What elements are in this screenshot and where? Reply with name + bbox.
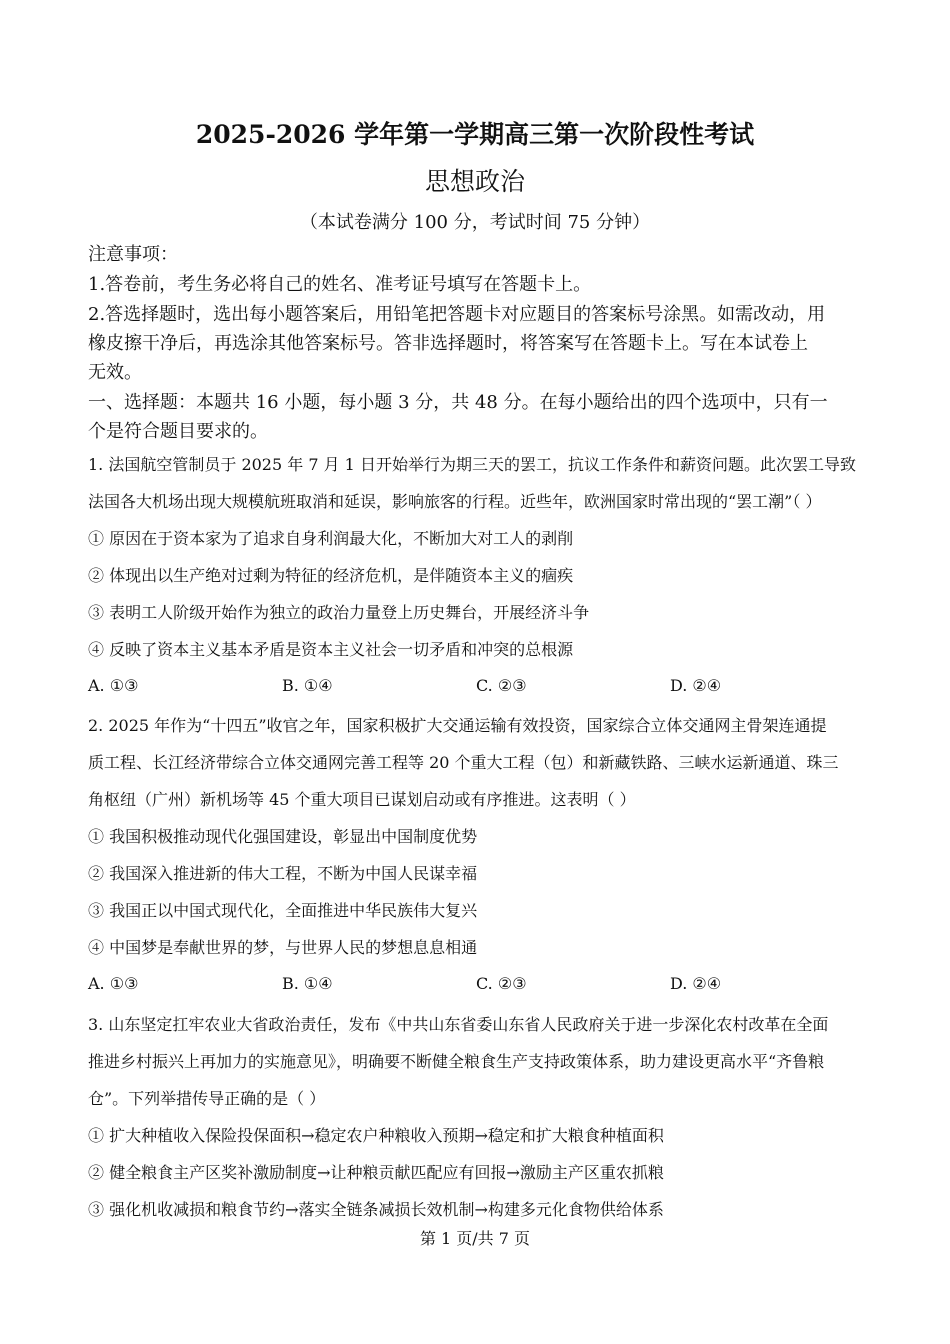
question-2-answer-a: A. ①③ [88,974,139,993]
section-heading-line-1: 一、选择题：本题共 16 小题，每小题 3 分，共 48 分。在每小题给出的四个选项中，只有一 [88,392,828,413]
section-heading-line-2: 个是符合题目要求的。 [88,421,268,442]
question-1-answer-d: D. ②④ [670,676,722,695]
question-3-line-2: 推进乡村振兴上再加力的实施意见》，明确要不断健全粮食生产支持政策体系，助力建设更高水平“齐鲁粮 [88,1052,825,1071]
question-1-answer-a: A. ①③ [88,676,139,695]
question-1-option-1: ① 原因在于资本家为了追求自身利润最大化，不断加大对工人的剥削 [88,529,574,548]
question-2-line-3: 角枢纽（广州）新机场等 45 个重大项目已谋划启动或有序推进。这表明（ ） [88,790,636,809]
question-2-line-2: 质工程、长江经济带综合立体交通网完善工程等 20 个重大工程（包）和新藏铁路、三峡水运新通道、珠三 [88,753,839,772]
notice-item-2-line-1: 2.答选择题时，选出每小题答案后，用铅笔把答题卡对应题目的答案标号涂黑。如需改动，用 [88,304,826,325]
question-1-line-1: 1. 法国航空管制员于 2025 年 7 月 1 日开始举行为期三天的罢工，抗议工作条件和薪资问题。此次罢工导致 [88,455,856,474]
question-1-option-4: ④ 反映了资本主义基本矛盾是资本主义社会一切矛盾和冲突的总根源 [88,640,574,659]
question-2-option-3: ③ 我国正以中国式现代化，全面推进中华民族伟大复兴 [88,901,478,920]
question-1-answer-c: C. ②③ [476,676,527,695]
question-1-answer-b: B. ①④ [282,676,333,695]
question-3-line-1: 3. 山东坚定扛牢农业大省政治责任，发布《中共山东省委山东省人民政府关于进一步深化农村改革在全面 [88,1015,829,1034]
notice-item-2-line-2: 橡皮擦干净后，再选涂其他答案标号。答非选择题时，将答案写在答题卡上。写在本试卷上 [88,333,808,354]
question-3-option-1: ① 扩大种植收入保险投保面积→稳定农户种粮收入预期→稳定和扩大粮食种植面积 [88,1126,664,1145]
question-3-option-2: ② 健全粮食主产区奖补激励制度→让种粮贡献匹配应有回报→激励主产区重农抓粮 [88,1163,664,1182]
question-2-answer-c: C. ②③ [476,974,527,993]
question-2-line-1: 2. 2025 年作为“十四五”收官之年，国家积极扩大交通运输有效投资，国家综合立体交通网主骨架连通提 [88,716,827,735]
exam-info: （本试卷满分 100 分，考试时间 75 分钟） [299,212,651,233]
exam-subject: 思想政治 [424,167,525,196]
page-number: 第 1 页/共 7 页 [419,1229,531,1248]
question-1-option-3: ③ 表明工人阶级开始作为独立的政治力量登上历史舞台，开展经济斗争 [88,603,590,622]
question-3-line-3: 仓”。下列举措传导正确的是（ ） [88,1089,326,1108]
question-2-answer-b: B. ①④ [282,974,333,993]
exam-title: 2025-2026 学年第一学期高三第一次阶段性考试 [195,120,755,149]
question-2-answer-d: D. ②④ [670,974,722,993]
notice-item-1: 1.答卷前，考生务必将自己的姓名、准考证号填写在答题卡上。 [88,274,592,295]
question-3-option-3: ③ 强化机收减损和粮食节约→落实全链条减损长效机制→构建多元化食物供给体系 [88,1200,664,1219]
question-2-option-4: ④ 中国梦是奉献世界的梦，与世界人民的梦想息息相通 [88,938,478,957]
question-2-option-1: ① 我国积极推动现代化强国建设，彰显出中国制度优势 [88,827,478,846]
question-2-option-2: ② 我国深入推进新的伟大工程，不断为中国人民谋幸福 [88,864,478,883]
question-1-option-2: ② 体现出以生产绝对过剩为特征的经济危机，是伴随资本主义的痼疾 [88,566,574,585]
notice-heading: 注意事项： [88,244,178,265]
notice-item-2-line-3: 无效。 [88,362,142,383]
question-1-line-2: 法国各大机场出现大规模航班取消和延误，影响旅客的行程。近些年，欧洲国家时常出现的“罢工潮”（ ） [88,492,822,511]
